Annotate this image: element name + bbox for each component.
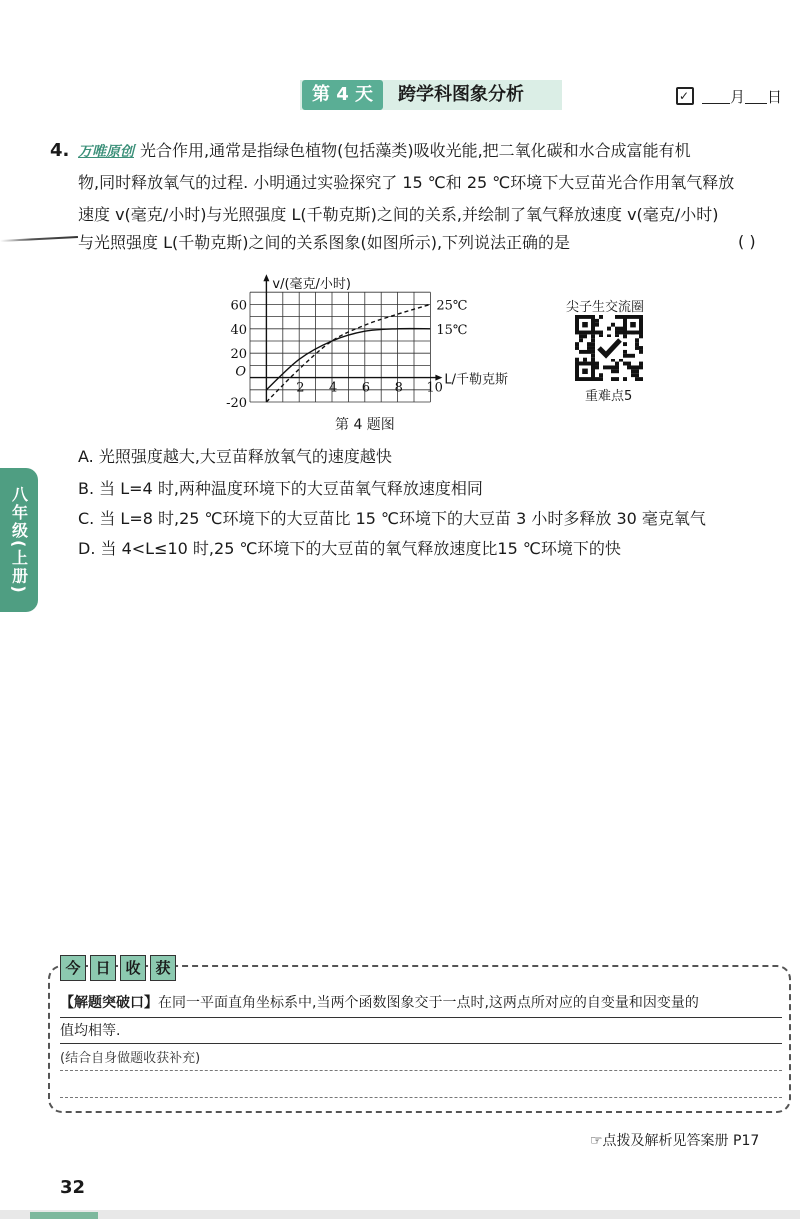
- tip-continuation: 值均相等.: [60, 1023, 121, 1039]
- x-tick-label: 6: [361, 380, 371, 396]
- series-label: 25℃: [436, 298, 468, 314]
- x-tick-label: 8: [394, 380, 403, 396]
- question-line-1: [78, 140, 691, 163]
- month-label: 月: [730, 88, 746, 106]
- day-blank: [745, 103, 767, 104]
- page-title: 跨学科图象分析: [398, 84, 524, 105]
- y-tick-label: -20: [226, 396, 247, 408]
- y-tick-label: 20: [230, 347, 247, 363]
- qr-code-icon[interactable]: [575, 315, 643, 381]
- question-number: 4.: [50, 140, 70, 161]
- tip-text: [60, 992, 699, 1012]
- tip-body: 在同一平面直角坐标系中,当两个函数图象交于一点时,这两点所对应的自变量和因变量的: [158, 995, 699, 1011]
- harvest-tab: 今: [60, 955, 86, 981]
- supplement-note: (结合自身做题收获补充): [60, 1051, 201, 1066]
- question-text-2: 物,同时释放氧气的过程. 小明通过实验探究了 15 ℃和 25 ℃环境下大豆苗光合作用氧气释放: [78, 173, 735, 192]
- figure-caption: 第 4 题图: [335, 417, 395, 433]
- bottom-bar: [0, 1210, 800, 1219]
- day-badge: 第 4 天: [302, 80, 383, 110]
- question-text-1: 光合作用,通常是指绿色植物(包括藻类)吸收光能,把二氧化碳和水合成富能有机: [140, 141, 691, 160]
- calendar-check-icon: [676, 87, 694, 105]
- y-axis-arrow: [263, 274, 269, 281]
- pencil-mark: [0, 236, 78, 242]
- harvest-tab: 收: [120, 955, 146, 981]
- y-tick-label: 60: [230, 298, 247, 314]
- x-tick-label: 2: [296, 380, 305, 396]
- option-a: A. 光照强度越大,大豆苗释放氧气的速度越快: [78, 447, 392, 466]
- harvest-line-4: [60, 1097, 782, 1098]
- answer-reference: ☞点拨及解析见答案册 P17: [590, 1133, 760, 1149]
- x-tick-label: 4: [329, 380, 338, 396]
- option-d: D. 当 4<L≤10 时,25 ℃环境下的大豆苗的氧气释放速度比15 ℃环境下的快: [78, 539, 621, 558]
- harvest-line-1: [60, 1017, 782, 1018]
- y-axis-label: v/(毫克/小时): [272, 277, 352, 293]
- tip-label: 【解题突破口】: [60, 995, 158, 1011]
- qr-title: 尖子生交流圈: [566, 300, 645, 315]
- y-tick-label: 40: [230, 322, 247, 338]
- x-axis-label: L/千勒克斯: [444, 372, 509, 388]
- date-field: [676, 86, 782, 108]
- original-tag: 万唯原创: [78, 144, 134, 160]
- series-label: 15℃: [436, 322, 468, 338]
- origin-label: O: [235, 364, 246, 380]
- x-tick-label: 10: [426, 380, 443, 396]
- harvest-tab: 日: [90, 955, 116, 981]
- harvest-line-2: [60, 1043, 782, 1044]
- chart: [220, 258, 530, 408]
- harvest-tab: 获: [150, 955, 176, 981]
- chart-grid: [250, 292, 430, 402]
- month-blank: [702, 103, 730, 104]
- bottom-bar-accent: [30, 1212, 98, 1219]
- option-c: C. 当 L=8 时,25 ℃环境下的大豆苗比 15 ℃环境下的大豆苗 3 小时多释放 30 毫克氧气: [78, 509, 706, 528]
- daily-harvest-box: [48, 965, 791, 1113]
- question-text-4: 与光照强度 L(千勒克斯)之间的关系图象(如图所示),下列说法正确的是: [78, 233, 571, 252]
- page-number: 32: [60, 1177, 86, 1198]
- question-text-3: 速度 v(毫克/小时)与光照强度 L(千勒克斯)之间的关系,并绘制了氧气释放速度 v(毫克/小时): [78, 205, 719, 224]
- option-b: B. 当 L=4 时,两种温度环境下的大豆苗氧气释放速度相同: [78, 479, 483, 498]
- day-label: 日: [767, 88, 783, 106]
- qr-subtitle: 重难点5: [585, 389, 633, 404]
- chart-axes: [250, 274, 442, 402]
- harvest-tabs: [60, 955, 176, 985]
- grade-side-tab: 八年级(上册): [0, 468, 38, 612]
- answer-blank: ( ): [738, 232, 756, 251]
- harvest-line-3: [60, 1070, 782, 1071]
